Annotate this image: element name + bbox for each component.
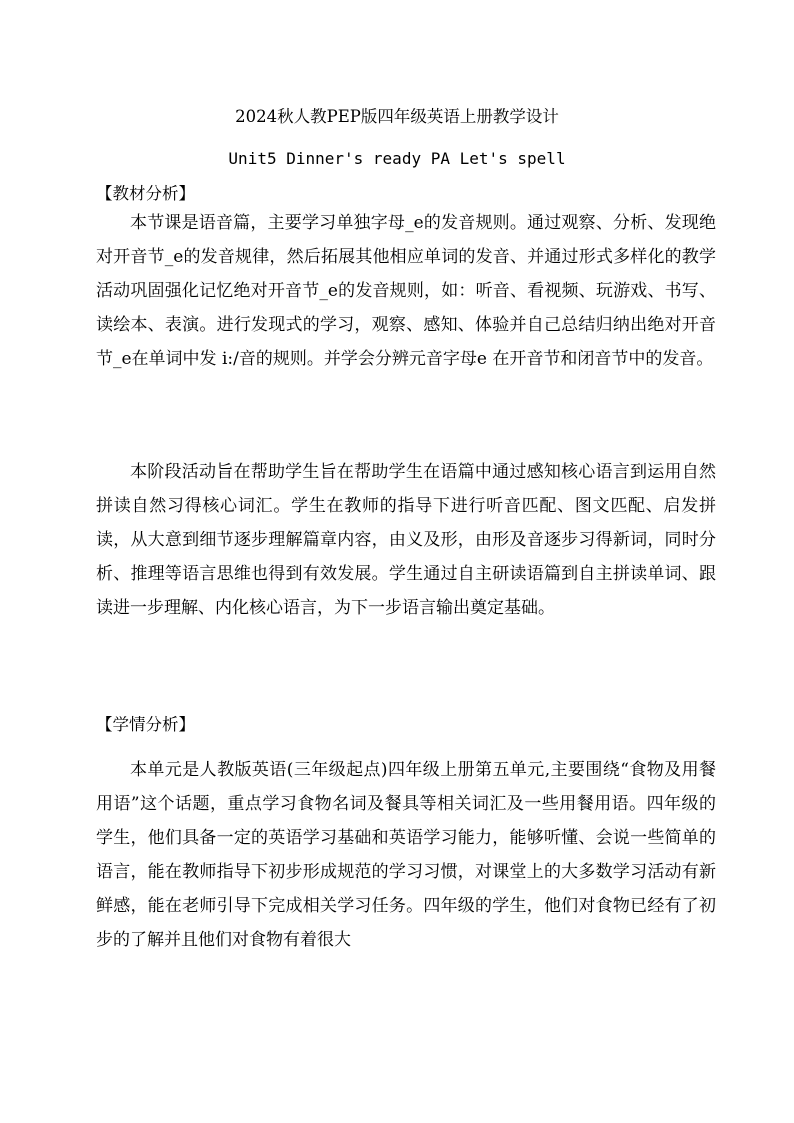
document-title: 2024秋人教PEP版四年级英语上册教学设计	[235, 107, 559, 126]
paragraph: 本单元是人教版英语(三年级起点)四年级上册第五单元,主要围绕“食物及用餐用语”这个话题，重点学习食物名词及餐具等相关词汇及一些用餐用语。四年级的学生，他们具备一定的英语学习基础和英语学习能力，能够听懂、会说一些简单的语言，能在教师指导下初步形成规范的学习习惯，对课堂上的大多数学习活动有新鲜感，能在老师引导下完成相关学习任务。四年级的学生，他们对食物已经有了初步的了解并且他们对食物有着很大	[96, 760, 716, 950]
paragraph: 本阶段活动旨在帮助学生旨在帮助学生在语篇中通过感知核心语言到运用自然拼读自然习得核心词汇。学生在教师的指导下进行听音匹配、图文匹配、启发拼读，从大意到细节逐步理解篇章内容，由义及形，由形及音逐步习得新词，同时分析、推理等语言思维也得到有效发展。学生通过自主研读语篇到自主拼读单词、跟读进一步理解、内化核心语言，为下一步语言输出奠定基础。	[96, 462, 716, 618]
paragraph: 本节课是语音篇，主要学习单独字母_e的发音规则。通过观察、分析、发现绝对开音节_e的发音规律，然后拓展其他相应单词的发音、并通过形式多样化的教学活动巩固强化记忆绝对开音节_e的发音规则，如：听音、看视频、玩游戏、书写、读绘本、表演。进行发现式的学习，观察、感知、体验并自己总结归纳出绝对开音节_e在单词中发 i:/音的规则。并学会分辨元音字母e 在开音节和闭音节中的发音。	[96, 213, 716, 369]
document-subtitle: Unit5 Dinner's ready PA Let's spell	[228, 149, 566, 168]
section-heading-student-analysis: 【学情分析】	[96, 715, 195, 734]
section-heading-textbook-analysis: 【教材分析】	[96, 184, 195, 203]
